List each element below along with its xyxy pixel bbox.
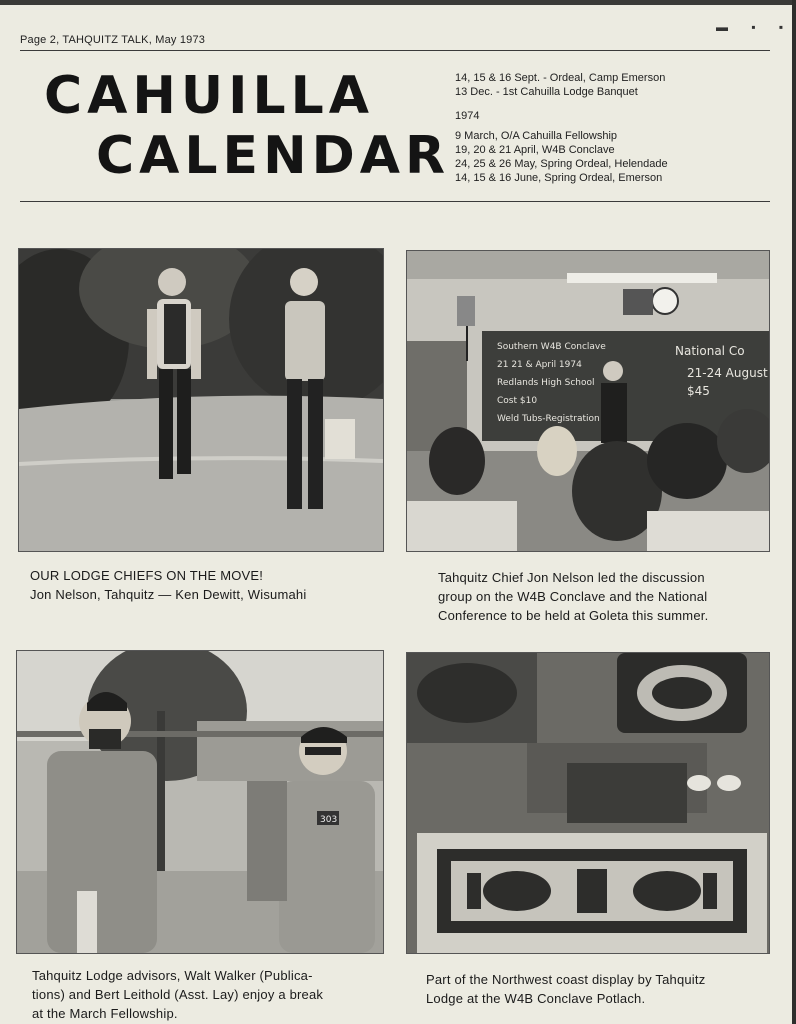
- masthead-line-1: CAHUILLA: [44, 66, 375, 126]
- chalkboard-text: National Co: [675, 344, 745, 358]
- caption-lodge-chiefs: [30, 566, 390, 604]
- chalkboard-text: Redlands High School: [497, 378, 595, 388]
- photo-lodge-advisors: [16, 650, 384, 954]
- page-edge-right: [792, 0, 796, 1024]
- chalkboard-text: Weld Tubs-Registration: [497, 414, 600, 424]
- caption-advisors: [32, 966, 382, 1023]
- event-item: 9 March, O/A Cahuilla Fellowship: [455, 130, 618, 142]
- caption-line: Part of the Northwest coast display by Tahquitz: [426, 972, 706, 987]
- caption-line: OUR LODGE CHIEFS ON THE MOVE!: [30, 568, 264, 583]
- event-calendar: [455, 71, 775, 185]
- page-edge: [0, 0, 796, 5]
- header-rule: [20, 50, 770, 51]
- event-item: 19, 20 & 21 April, W4B Conclave: [455, 144, 615, 156]
- chalkboard-text: $45: [687, 384, 710, 398]
- caption-line: tions) and Bert Leithold (Asst. Lay) enjoy a break: [32, 987, 324, 1002]
- chalkboard-text: Southern W4B Conclave: [497, 342, 606, 352]
- print-marks: ▬ ▪ ▪: [716, 20, 794, 34]
- masthead-line-2: CALENDAR: [96, 126, 451, 186]
- photo-northwest-display: [406, 652, 770, 954]
- caption-line: Tahquitz Lodge advisors, Walt Walker (Publica-: [32, 968, 313, 983]
- event-item: 24, 25 & 26 May, Spring Ordeal, Helendade: [455, 158, 668, 170]
- caption-line: group on the W4B Conclave and the National: [438, 589, 708, 604]
- caption-line: Tahquitz Chief Jon Nelson led the discussion: [438, 570, 705, 585]
- patch-number: 303: [320, 815, 338, 825]
- caption-line: at the March Fellowship.: [32, 1006, 178, 1021]
- chalkboard-text: 21-24 August: [687, 366, 768, 380]
- caption-line: Conference to be held at Goleta this summer.: [438, 608, 709, 623]
- event-item: 14, 15 & 16 June, Spring Ordeal, Emerson: [455, 172, 663, 184]
- chalkboard-text: 21 21 & April 1974: [497, 360, 582, 370]
- caption-northwest-display: [426, 970, 776, 1008]
- caption-classroom: [438, 568, 768, 625]
- masthead-title: [40, 66, 451, 186]
- photo-lodge-chiefs: [18, 248, 384, 552]
- page-header: Page 2, TAHQUITZ TALK, May 1973: [20, 34, 206, 46]
- chalkboard-text: Cost $10: [497, 396, 538, 406]
- event-item: 14, 15 & 16 Sept. - Ordeal, Camp Emerson: [455, 72, 666, 84]
- section-rule: [20, 201, 770, 202]
- photo-classroom-discussion: [406, 250, 770, 552]
- event-item: 13 Dec. - 1st Cahuilla Lodge Banquet: [455, 86, 638, 98]
- year-heading: 1974: [455, 110, 480, 122]
- caption-line: Lodge at the W4B Conclave Potlach.: [426, 991, 646, 1006]
- caption-line: Jon Nelson, Tahquitz — Ken Dewitt, Wisumahi: [30, 587, 307, 602]
